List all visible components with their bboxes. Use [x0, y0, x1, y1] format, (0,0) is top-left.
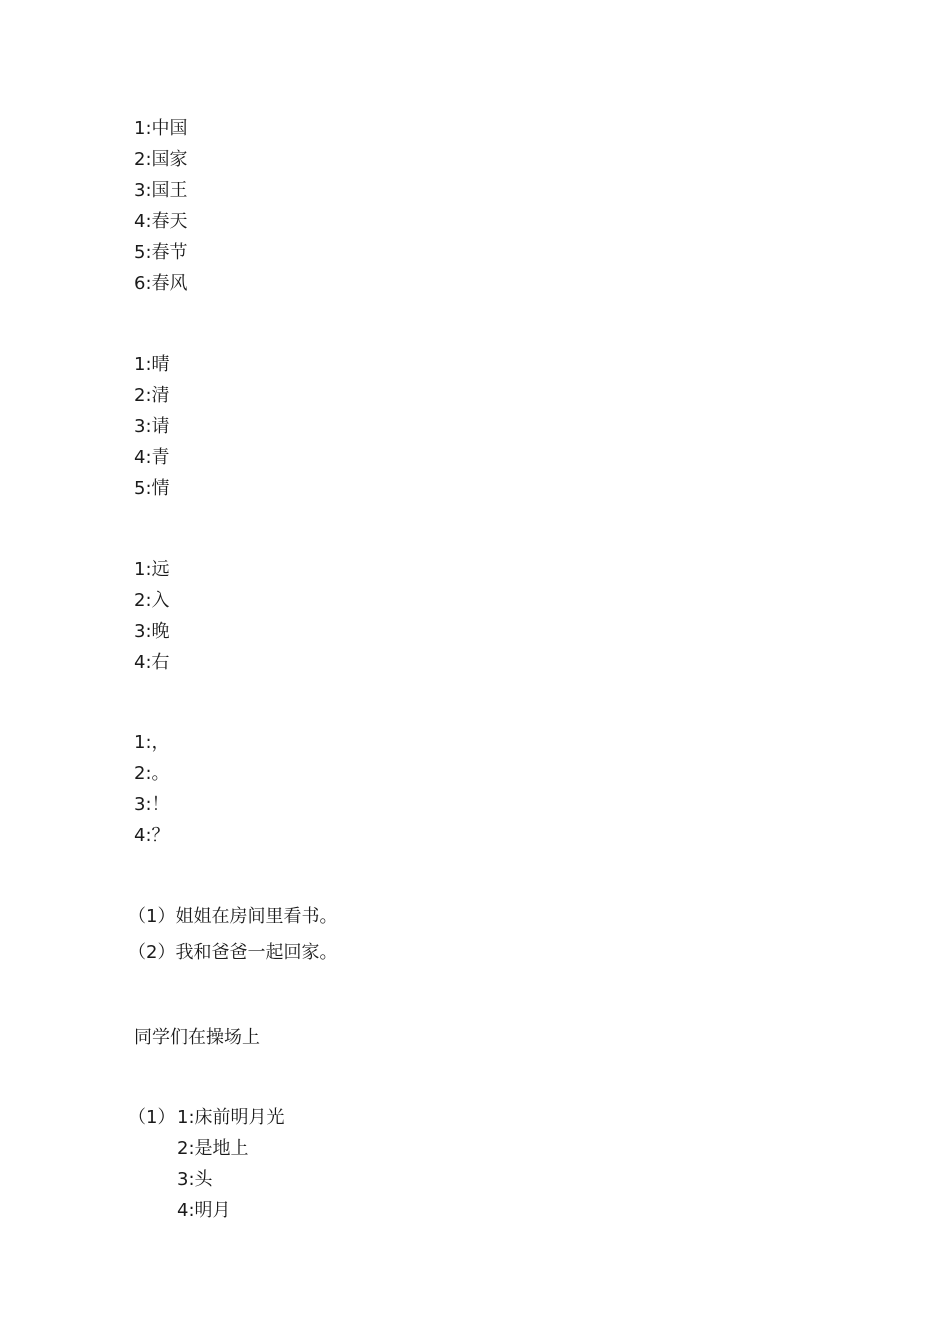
list-item: 3:头 — [177, 1169, 213, 1190]
list-item: 4:？ — [134, 825, 170, 846]
list-item: 1:， — [134, 732, 170, 753]
list-item: 5:春节 — [134, 242, 188, 263]
list-item: 3:！ — [134, 794, 170, 815]
list-item: 5:情 — [134, 478, 170, 499]
list-item: 6:春风 — [134, 273, 188, 294]
list-item: 2:入 — [134, 590, 170, 611]
list-item: 4:青 — [134, 447, 170, 468]
list-item: 4:春天 — [134, 211, 188, 232]
list-item: 3:晚 — [134, 621, 170, 642]
list-item: 1:晴 — [134, 354, 170, 375]
list-item: 3:请 — [134, 416, 170, 437]
list-item: 3:国王 — [134, 180, 188, 201]
list-item: 1:中国 — [134, 118, 188, 139]
list-item: 2:国家 — [134, 149, 188, 170]
list-item: 1:床前明月光 — [177, 1107, 285, 1128]
list-item: 2:清 — [134, 385, 170, 406]
poem-prefix: （1） — [128, 1107, 176, 1128]
sentence-item: （1）姐姐在房间里看书。 — [128, 906, 338, 927]
list-item: 1:远 — [134, 559, 170, 580]
list-item: 4:明月 — [177, 1200, 231, 1221]
list-item: 4:右 — [134, 652, 170, 673]
list-item: 2:。 — [134, 763, 170, 784]
sentence-item: （2）我和爸爸一起回家。 — [128, 942, 338, 963]
answer-phrase: 同学们在操场上 — [134, 1027, 260, 1048]
list-item: 2:是地上 — [177, 1138, 249, 1159]
